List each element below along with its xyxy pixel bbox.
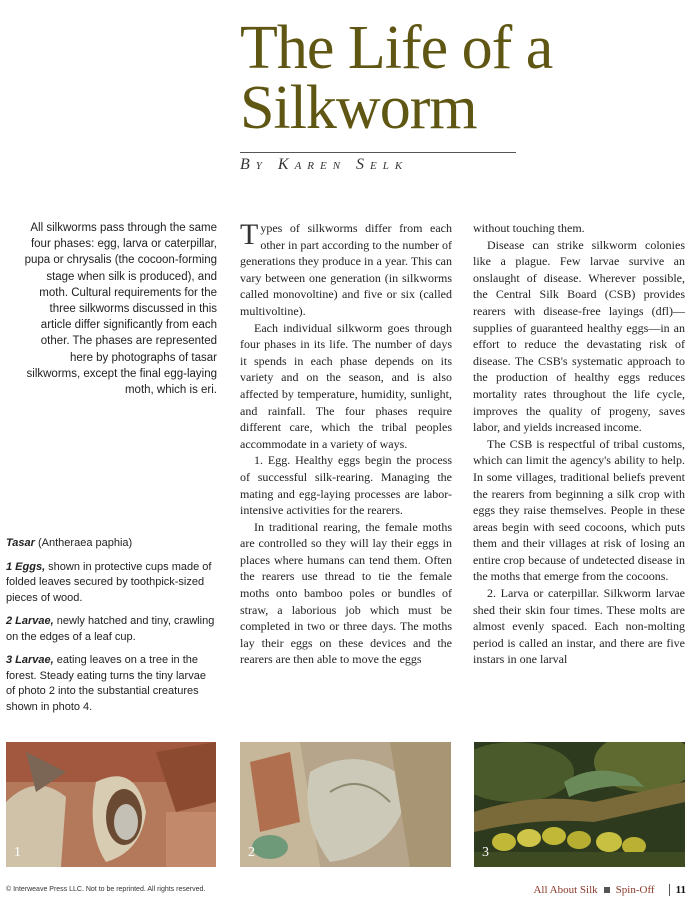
- paragraph: 2. Larva or caterpillar. Silkworm larvae shed their skin four times. These molts are almost evenly spaced. Each non-molting period is called an instar, and there are five instars in one larval: [473, 586, 685, 667]
- body-column-2: [473, 220, 685, 668]
- drop-cap: T: [240, 218, 259, 251]
- photo-larvae: [474, 742, 685, 867]
- caption-text: (Antheraea paphia): [34, 537, 133, 549]
- photo-hatchlings: [240, 742, 451, 867]
- caption-text: eating leaves on a tree in the forest. Steady eating turns the tiny larvae of photo 2 into the substantial creatures shown in photo 4.: [6, 654, 206, 713]
- paragraph: Each individual silkworm goes through four phases in its life. The number of days it spends in each phase depends on its variety and on the season, and is also affected by temperature, humidity, sunlight, and rainfall. The four phases require different care, which the tribal peoples accommodate in a variety of ways.: [240, 320, 452, 451]
- photo-captions: [6, 536, 218, 723]
- caption-lead: 1 Eggs,: [6, 560, 46, 573]
- photo-number: 3: [482, 845, 489, 860]
- caption-1: [6, 560, 218, 607]
- sidebar-intro: All silkworms pass through the same four phases: egg, larva or caterpillar, pupa or chrysalis (the cocoon-forming stage when silk is produced), and moth. Cultural requirements for the three silkworms discussed in this article differ significantly from each other. The phases are represented here by photographs of tasar silkworms, except the final egg-laying moth, which is eri.: [24, 222, 217, 397]
- paragraph: Disease can strike silkworm colonies like a plague. Few larvae survive an onslaught of disease. Wherever possible, the Central Silk Board (CSB) provides rearers with disease-free layings (dfl)—supplies of guaranteed healthy eggs—in an effort to reduce the devastating risk of disease. The CSB's systematic approach to the production of healthy eggs reduces mortality rates throughout the life cycle, improves the quality of progeny, saves labor, and yields increased income.: [473, 237, 685, 435]
- photo-number: 2: [248, 845, 255, 860]
- caption-species: [6, 536, 218, 552]
- square-bullet-icon: [604, 887, 610, 893]
- caption-lead: 3 Larvae,: [6, 654, 54, 666]
- paragraph: Types of silkworms differ from each other in part according to the number of generations they produce in a year. This can vary between one generation (in silkworms called monovoltine) and five or six (called multivoltine).: [240, 218, 452, 318]
- photo-larvae-image: [474, 742, 685, 867]
- copyright-notice: © Interweave Press LLC. Not to be reprinted. All rights reserved.: [6, 886, 206, 893]
- paragraph: 1. Egg. Healthy eggs begin the process of successful silk-rearing. Managing the mating and egg-laying processes are labor-intensive activities for the rearers.: [240, 453, 452, 518]
- title-line-1: The Life of a: [240, 14, 553, 82]
- page-footer: [533, 884, 686, 896]
- photo-hatchlings-image: [240, 742, 451, 867]
- caption-3: [6, 653, 218, 715]
- caption-text: newly hatched and tiny, crawling on the edges of a leaf cup.: [6, 615, 215, 643]
- body-column-1: [240, 220, 452, 668]
- caption-2: [6, 614, 218, 645]
- caption-lead: 2 Larvae,: [6, 615, 54, 627]
- page-number: 11: [669, 884, 686, 896]
- title-line-2: Silkworm: [240, 74, 477, 142]
- title-divider: [240, 152, 516, 153]
- footer-section: All About Silk: [533, 884, 598, 896]
- photo-eggs-image: [6, 742, 216, 867]
- photo-eggs: [6, 742, 216, 867]
- caption-text: shown in protective cups made of folded leaves secured by toothpick-sized pieces of wood.: [6, 560, 212, 604]
- paragraph: without touching them.: [473, 221, 585, 235]
- paragraph: The CSB is respectful of tribal customs, which can limit the agency's ability to help. In some villages, traditional beliefs prevent the rearers from beginning a silk crop with eggs they raise themselves. People in these areas begin with seed cocoons, which puts them and their villages at risk of losing an entire crop because of undetected disease in the moths that emerge from the cocoons.: [473, 436, 685, 584]
- photo-number: 1: [14, 845, 21, 860]
- paragraph: In traditional rearing, the female moths are controlled so they will lay their eggs in places where humans can tend them. Often the rearers use thread to tie the female moths onto bamboo poles or bundles of straw, a laborious job which must be completed in two or three days. The moths lay their eggs on these devices and the rearers are then able to move the eggs: [240, 519, 452, 667]
- caption-lead: Tasar: [6, 537, 35, 549]
- article-title: [240, 14, 680, 142]
- byline: By Karen Selk: [240, 156, 409, 173]
- footer-magazine: Spin-Off: [615, 884, 655, 896]
